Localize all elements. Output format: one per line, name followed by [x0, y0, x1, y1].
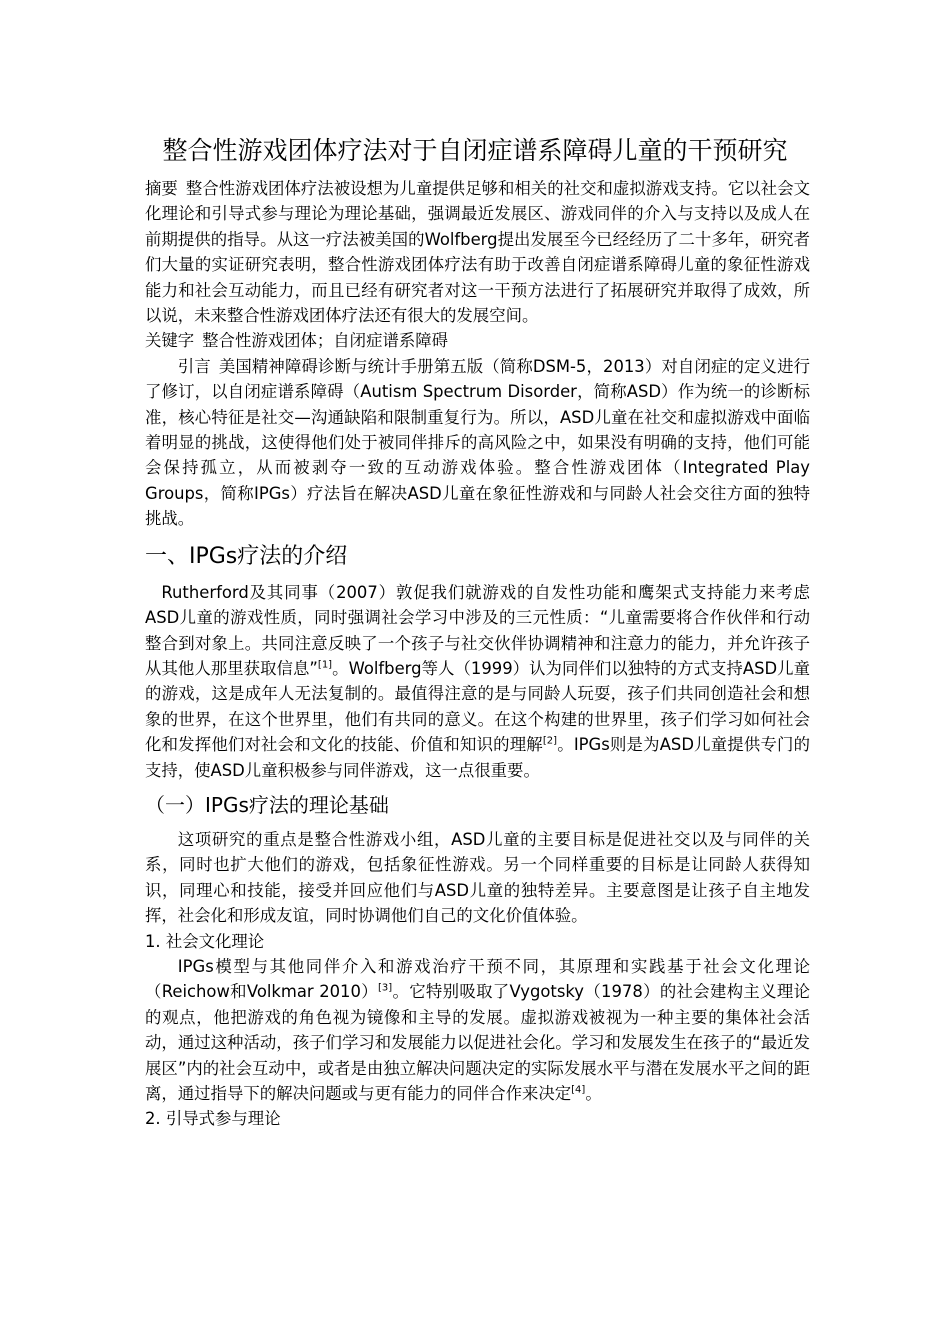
- intro-paragraph: [145, 354, 810, 532]
- section1-paragraph: [145, 580, 810, 783]
- section1-text-c: 。IPGs则是为ASD儿童提供专门的支持，使ASD儿童积极参与同伴游戏，这一点很重要。: [145, 735, 810, 780]
- abstract-text: 整合性游戏团体疗法被设想为儿童提供足够和相关的社交和虚拟游戏支持。它以社会文化理论和引导式参与理论为理论基础，强调最近发展区、游戏同伴的介入与支持以及成人在前期提供的指导。从这一疗法被美国的Wolfberg提出发展至今已经经历了二十多年，研究者们大量的实证研究表明，整合性游戏团体疗法有助于改善自闭症谱系障碍儿童的象征性游戏能力和社会互动能力，而且已经有研究者对这一干预方法进行了拓展研究并取得了成效，所以说，未来整合性游戏团体疗法还有很大的发展空间。: [145, 179, 811, 326]
- section1-text-b: 。Wolfberg等人（1999）认为同伴们以独特的方式支持ASD儿童的游戏，这是成年人无法复制的。最值得注意的是与同龄人玩耍，孩子们共同创造社会和想象的世界，在这个世界里，他们有共同的意义。在这个构建的世界里，孩子们学习如何社会化和发挥他们对社会和文化的技能、价值和知识的理解: [145, 658, 810, 755]
- item1-paragraph: [145, 954, 810, 1106]
- intro-text: 美国精神障碍诊断与统计手册第五版（简称DSM-5，2013）对自闭症的定义进行了修订，以自闭症谱系障碍（Autism Spectrum Disorder，简称ASD）作为统一的诊断标准，核心特征是社交—沟通缺陷和限制重复行为。所以，ASD儿童在社交和虚拟游戏中面临着明显的挑战，这使得他们处于被同伴排斥的高风险之中，如果没有明确的支持，他们可能会保持孤立，从而被剥夺一致的互动游戏体验。整合性游戏团体（Integrated Play Groups，简称IPGs）疗法旨在解决ASD儿童在象征性游戏和与同龄人社会交往方面的独特挑战。: [145, 356, 810, 529]
- keywords-label: 关键字: [145, 331, 195, 351]
- abstract-label: 摘要: [145, 179, 178, 198]
- citation-2: [2]: [542, 735, 558, 747]
- subsection-heading-1: （一）IPGs疗法的理论基础: [145, 792, 389, 817]
- section1-text-a: Rutherford及其同事（2007）敦促我们就游戏的自发性功能和鹰架式支持能力来考虑ASD儿童的游戏性质，同时强调社会学习中涉及的三元性质：“儿童需要将合作伙伴和行动整合到对象上。共同注意反映了一个孩子与社交伙伴协调精神和注意力的能力，并允许孩子从其他人那里获取信息”: [145, 582, 810, 678]
- citation-1: [1]: [317, 659, 333, 671]
- keywords-line: [145, 328, 810, 353]
- item-heading-1: 1. 社会文化理论: [145, 931, 265, 951]
- subsection1-paragraph: 这项研究的重点是整合性游戏小组，ASD儿童的主要目标是促进社交以及与同伴的关系，同时也扩大他们的游戏，包括象征性游戏。另一个同样重要的目标是让同龄人获得知识，同理心和技能，接受并回应他们与ASD儿童的独特差异。主要意图是让孩子自主地发挥，社会化和形成友谊，同时协调他们自己的文化价值体验。: [145, 829, 810, 926]
- citation-4: [4]: [571, 1084, 586, 1096]
- item-heading-2: 2. 引导式参与理论: [145, 1109, 281, 1129]
- item1-text-b: 。它特别吸取了Vygotsky（1978）的社会建构主义理论的观点，他把游戏的角色视为镜像和主导的发展。虚拟游戏被视为一种主要的集体社会活动，通过这种活动，孩子们学习和发展能力以促进社会化。学习和发展发生在孩子的“最近发展区”内的社会互动中，或者是由独立解决问题决定的实际发展水平与潜在发展水平之间的距离，通过指导下的解决问题或与更有能力的同伴合作来决定: [145, 982, 810, 1103]
- section-heading-1: 一、IPGs疗法的介绍: [145, 543, 348, 569]
- item1-text-a: IPGs模型与其他同伴介入和游戏治疗干预不同，其原理和实践基于社会文化理论（Reichow和Volkmar 2010）: [145, 956, 810, 1002]
- keywords-text: 整合性游戏团体；自闭症谱系障碍: [202, 331, 449, 351]
- item1-text-c: 。: [585, 1084, 602, 1103]
- intro-label: 引言: [177, 356, 211, 376]
- paper-body: [145, 176, 810, 1132]
- abstract-paragraph: [145, 176, 810, 328]
- paper-title: 整合性游戏团体疗法对于自闭症谱系障碍儿童的干预研究: [162, 136, 788, 165]
- citation-3: [3]: [377, 982, 393, 994]
